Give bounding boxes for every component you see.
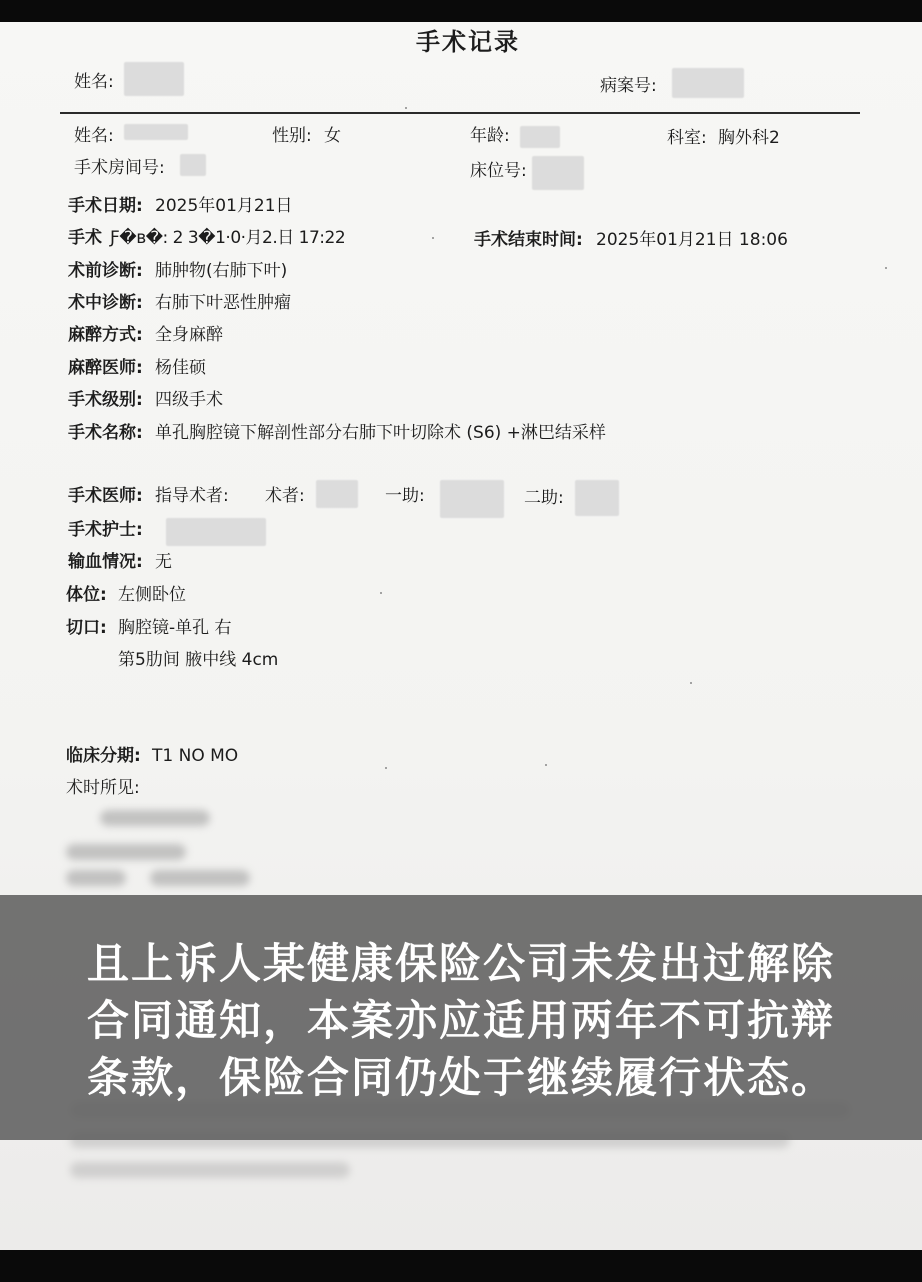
redacted-operator [316, 480, 358, 508]
incision-value: 胸腔镜-单孔 右 [118, 618, 232, 638]
blurred-findings-line [70, 1162, 350, 1178]
department-value: 胸外科2 [718, 128, 780, 148]
bottom-letterbox [0, 1250, 922, 1282]
scan-speck [405, 107, 407, 109]
position-value: 左侧卧位 [118, 585, 186, 605]
anesthesiologist-label: 麻醉医师: [68, 358, 143, 378]
operator-label: 术者: [265, 486, 305, 506]
guiding-surgeon-label: 指导术者: [155, 486, 229, 506]
redacted-record-number [672, 68, 744, 98]
redacted-second-assistant [575, 480, 619, 516]
incision-label: 切口: [66, 618, 107, 638]
redacted-bed-number [532, 156, 584, 190]
position-label: 体位: [66, 585, 107, 605]
transfusion-label: 输血情况: [68, 552, 143, 572]
end-time-label: 手术结束时间: [474, 230, 583, 250]
clinical-staging-value: T1 NO MO [152, 746, 239, 766]
surgery-level-value: 四级手术 [155, 390, 223, 410]
subtitle-band [0, 895, 922, 1140]
document-title: 手术记录 [416, 28, 520, 56]
scan-speck [545, 764, 547, 766]
intraop-findings-label: 术时所见: [66, 778, 140, 798]
scan-speck [885, 267, 887, 269]
blurred-findings-line [150, 870, 250, 886]
anesthesiologist-value: 杨佳硕 [155, 358, 206, 378]
operation-name-value: 单孔胸腔镜下解剖性部分右肺下叶切除术 (S6) +淋巴结采样 [155, 423, 606, 443]
blurred-findings-line [100, 810, 210, 826]
age-label: 年龄: [470, 126, 510, 146]
scan-speck [432, 237, 434, 239]
first-assistant-label: 一助: [385, 486, 425, 506]
operation-name-label: 手术名称: [68, 423, 143, 443]
clinical-staging-label: 临床分期: [66, 746, 141, 766]
name-label: 姓名: [74, 126, 114, 146]
preop-diagnosis-label: 术前诊断: [68, 261, 143, 281]
end-time-value: 2025年01月21日 18:06 [596, 230, 788, 250]
subtitle-line-1: 且上诉人某健康保险公司未发出过解除 [86, 939, 835, 988]
redacted-name [124, 62, 184, 96]
preop-diagnosis-value: 肺肿物(右肺下叶) [155, 261, 288, 281]
start-time-value: Ƒ�ʙ�: 2 3�1·0·月2.日 17:22 [110, 228, 346, 248]
surgery-level-label: 手术级别: [68, 390, 143, 410]
redacted-first-assistant [440, 480, 504, 518]
subtitle-line-2: 合同通知，本案亦应适用两年不可抗辩 [86, 996, 835, 1045]
redacted-age [520, 126, 560, 148]
surgery-date-label: 手术日期: [68, 196, 143, 216]
blurred-findings-line [66, 870, 126, 886]
bed-number-label: 床位号: [470, 161, 527, 181]
redacted-nurse [166, 518, 266, 546]
intraop-diagnosis-label: 术中诊断: [68, 293, 143, 313]
record-number-label: 病案号: [600, 76, 657, 96]
scan-speck [690, 682, 692, 684]
blurred-findings-line [66, 844, 186, 860]
surgeon-label: 手术医师: [68, 486, 143, 506]
surgical-nurse-label: 手术护士: [68, 520, 143, 540]
anesthesia-method-label: 麻醉方式: [68, 325, 143, 345]
top-letterbox [0, 0, 922, 22]
transfusion-value: 无 [155, 552, 172, 572]
scan-speck [380, 592, 382, 594]
header-rule [60, 112, 860, 114]
surgery-date-value: 2025年01月21日 [155, 196, 293, 216]
start-time-label: 手术 [68, 228, 102, 248]
operating-room-label: 手术房间号: [74, 158, 165, 178]
header-name-label: 姓名: [74, 72, 114, 92]
gender-value: 女 [324, 126, 341, 146]
redacted-room-number [180, 154, 206, 176]
gender-label: 性别: [272, 126, 312, 146]
anesthesia-method-value: 全身麻醉 [155, 325, 223, 345]
second-assistant-label: 二助: [524, 488, 564, 508]
intraop-diagnosis-value: 右肺下叶恶性肿瘤 [155, 293, 291, 313]
subtitle-line-3: 条款，保险合同仍处于继续履行状态。 [86, 1053, 835, 1102]
redacted-patient-name [124, 124, 188, 140]
department-label: 科室: [667, 128, 707, 148]
scan-speck [385, 767, 387, 769]
incision-detail: 第5肋间 腋中线 4cm [118, 650, 279, 670]
